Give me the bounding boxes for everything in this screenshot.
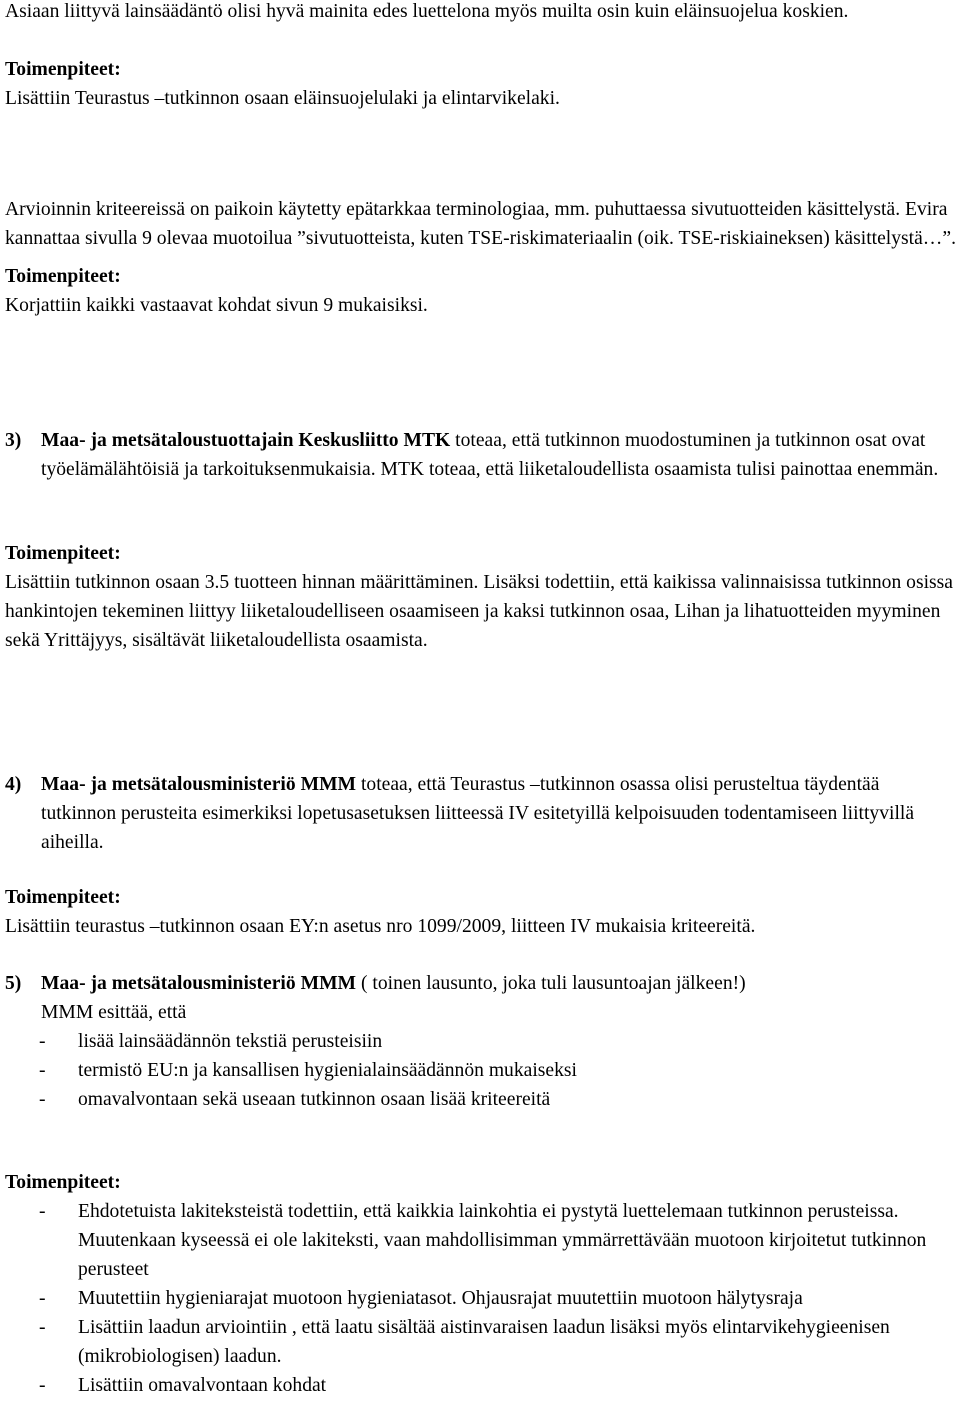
item-number: 3) [5,430,22,451]
list-item: - omavalvontaan sekä useaan tutkinnon osaan lisää kriteereitä [5,1085,956,1114]
item-4-action: Lisättiin teurastus –tutkinnon osaan EY:n asetus nro 1099/2009, liitteen IV mukaisia kriteereitä. [5,916,756,937]
dash-bullet: - [39,1375,46,1396]
proposal-list [5,1027,956,1114]
dash-bullet: - [39,1288,46,1309]
intro-section [5,0,956,113]
action-list [5,1197,956,1400]
list-item: - Muutettiin hygieniarajat muotoon hygieniatasot. Ohjausrajat muutettiin muotoon hälytysraja [5,1284,956,1313]
organization-name: Maa- ja metsätaloustuottajain Keskusliitto MTK [41,430,451,451]
terminology-section [5,195,956,320]
toimenpiteet-heading: Toimenpiteet: [5,543,121,564]
dash-bullet: - [39,1031,46,1052]
list-item: - Lisättiin omavalvontaan kohdat [5,1371,956,1400]
item-4-actions [5,883,956,941]
statement-item-5 [5,969,956,1027]
toimenpiteet-heading: Toimenpiteet: [5,887,121,908]
item-number: 4) [5,774,22,795]
toimenpiteet-heading: Toimenpiteet: [5,1172,121,1193]
intro-action: Lisättiin Teurastus –tutkinnon osaan eläinsuojelulaki ja elintarvikelaki. [5,88,560,109]
toimenpiteet-heading: Toimenpiteet: [5,266,121,287]
statement-text: toteaa, että tutkinnon muodostuminen ja tutkinnon osat ovat työelämälähtöisiä ja tarkoituksenmukaisia. MTK toteaa, että liiketaloudellista osaamista tulisi painottaa enemmän. [41,430,939,480]
statement-item-3 [5,426,956,484]
terminology-action: Korjattiin kaikki vastaavat kohdat sivun 9 mukaisiksi. [5,295,428,316]
item-number: 5) [5,973,22,994]
list-item: - Ehdotetuista lakiteksteistä todettiin, että kaikkia lainkohtia ei pystytä luettelemaan tutkinnon perusteissa. Muutenkaan kyseessä ei ole lakiteksti, vaan mahdollisimman ymmärrettävään muotoon kirjoitetut tutkinnon perusteet [5,1197,956,1284]
list-item: - Lisättiin laadun arviointiin , että laatu sisältää aistinvaraisen laadun lisäksi myös elintarvikehygieenisen (mikrobiologisen) laadun. [5,1313,956,1371]
organization-name: Maa- ja metsätalousministeriö MMM [41,774,357,795]
dash-bullet: - [39,1089,46,1110]
dash-bullet: - [39,1201,46,1222]
dash-bullet: - [39,1060,46,1081]
list-item: - lisää lainsäädännön tekstiä perusteisiin [5,1027,956,1056]
dash-bullet: - [39,1317,46,1338]
list-item: - termistö EU:n ja kansallisen hygienialainsäädännön mukaiseksi [5,1056,956,1085]
toimenpiteet-heading: Toimenpiteet: [5,59,121,80]
statement-text: ( toinen lausunto, joka tuli lausuntoajan jälkeen!) [356,973,746,994]
organization-name: Maa- ja metsätalousministeriö MMM [41,973,357,994]
statement-text: toteaa, että Teurastus –tutkinnon osassa olisi perusteltua täydentää tutkinnon perusteita esimerkiksi lopetusasetuksen liitteessä IV esitetyillä kelpoisuuden todentamiseen liittyvillä aiheilla. [41,774,915,853]
terminology-paragraph: Arvioinnin kriteereissä on paikoin käytetty epätarkkaa terminologiaa, mm. puhuttaessa sivutuotteiden käsittelystä. Evira kannattaa sivulla 9 olevaa muotoilua ”sivutuotteista, kuten TSE-riskimateriaalin (oik. TSE-riskiaineksen) käsittelystä…”. [5,199,956,249]
item-5-actions [5,1168,956,1197]
item-3-action: Lisättiin tutkinnon osaan 3.5 tuotteen hinnan määrittäminen. Lisäksi todettiin, että kaikissa valinnaisissa tutkinnon osissa hankintojen tekeminen liittyy liiketaloudelliseen osaamiseen ja kaksi tutkinnon osaa, Lihan ja lihatuotteiden myyminen sekä Yrittäjyys, sisältävät liiketaloudellista osaamista. [5,572,953,651]
item-5-intro: MMM esittää, että [41,1002,187,1023]
statement-item-4 [5,770,956,857]
item-3-actions [5,539,956,655]
intro-paragraph: Asiaan liittyvä lainsäädäntö olisi hyvä mainita edes luettelona myös muilta osin kuin eläinsuojelua koskien. [5,1,849,22]
